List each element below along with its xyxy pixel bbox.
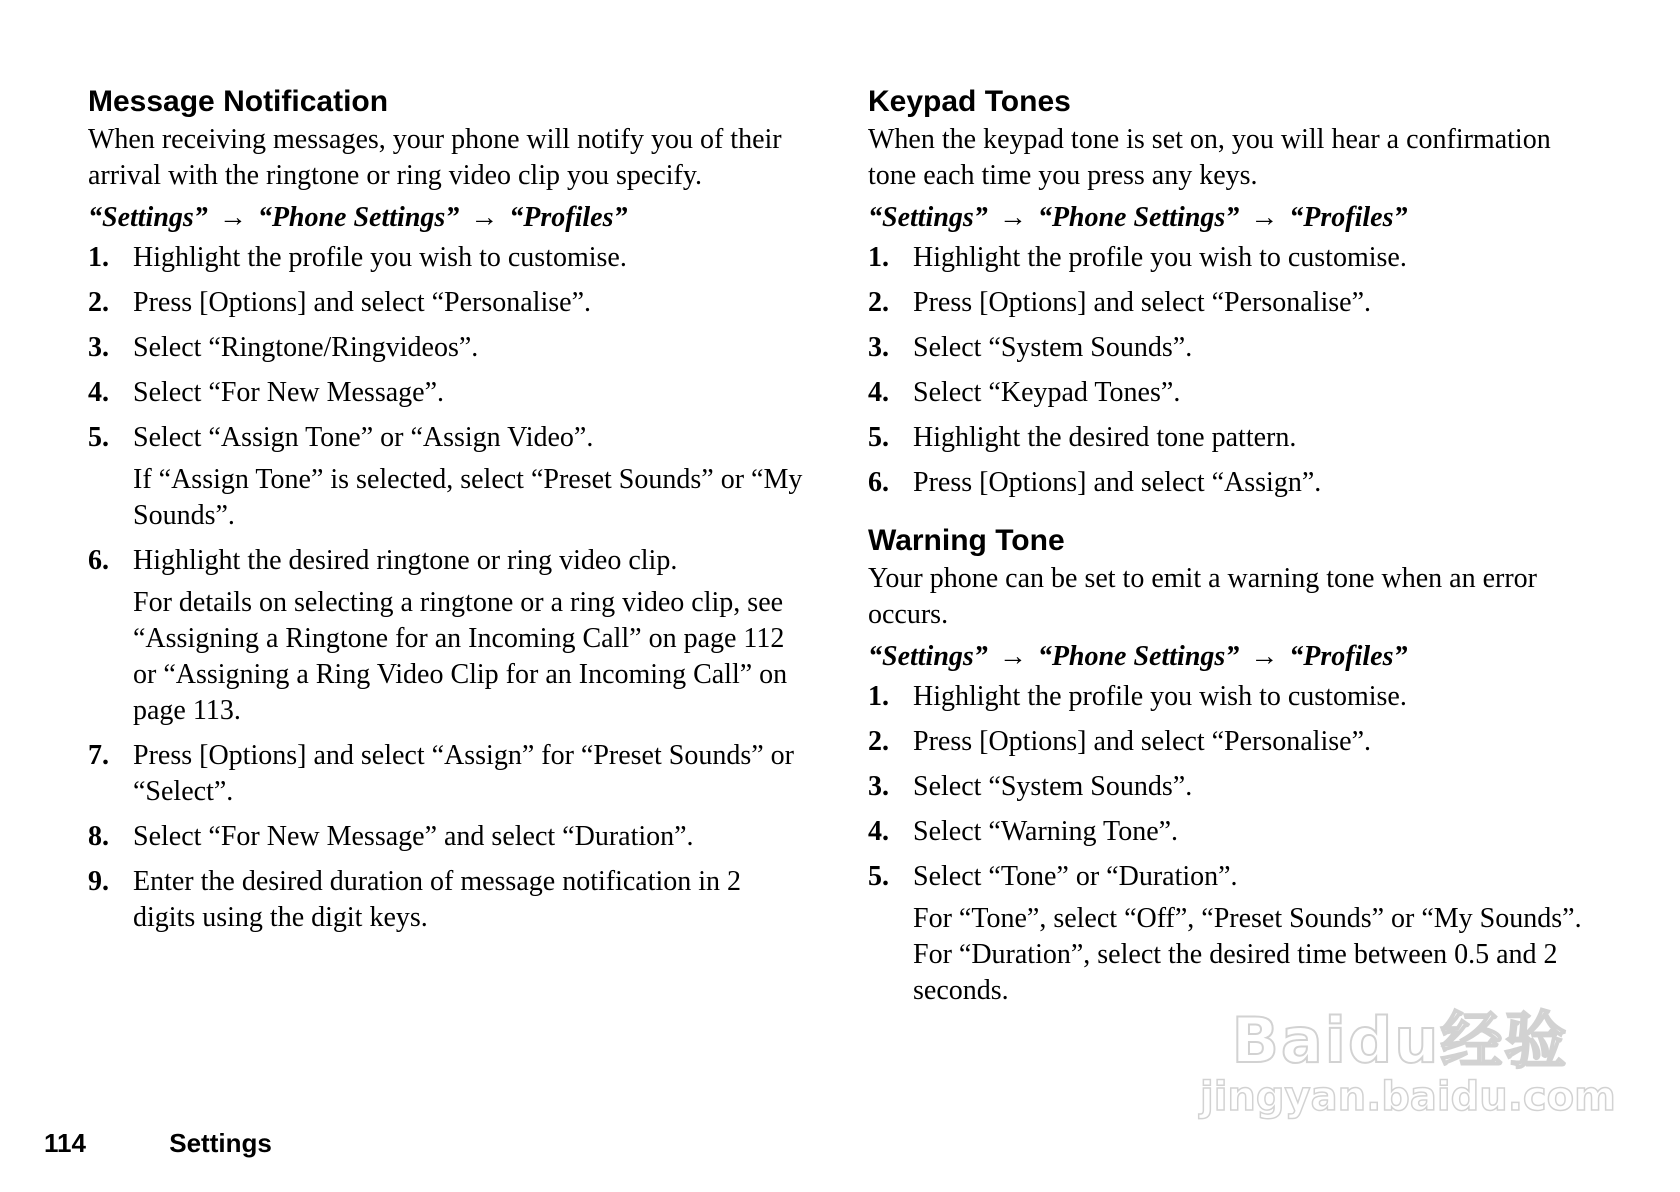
page-footer (44, 1128, 272, 1158)
menu-path (868, 639, 1588, 675)
arrow-right-icon: → (1250, 202, 1279, 233)
step-text: Select “Ringtone/Ringvideos”. (133, 332, 479, 363)
page-number: 114 (44, 1128, 86, 1158)
section-intro: Your phone can be set to emit a warning tone when an error occurs. (868, 563, 1537, 630)
step-text: Select “For New Message”. (133, 377, 445, 408)
footer-section-title: Settings (169, 1128, 272, 1158)
step-list (868, 679, 1588, 1009)
step-text: Select “System Sounds”. (913, 771, 1193, 802)
step-number: 4. (88, 377, 109, 408)
step-number: 1. (868, 242, 889, 273)
step-text: Press [Options] and select “Assign”. (913, 467, 1322, 498)
list-item (868, 420, 1588, 456)
step-text: Select “Warning Tone”. (913, 816, 1179, 847)
list-item (868, 285, 1588, 321)
list-item (868, 724, 1588, 760)
step-number: 6. (868, 467, 889, 498)
path-item: “Profiles” (1289, 202, 1408, 233)
list-item (868, 375, 1588, 411)
step-text: Press [Options] and select “Personalise”. (913, 287, 1371, 318)
section-title-message-notification: Message Notification (88, 85, 389, 118)
step-number: 4. (868, 377, 889, 408)
path-item: “Phone Settings” (1037, 641, 1240, 672)
step-text: Highlight the profile you wish to customise. (133, 242, 627, 273)
step-text: Select “Tone” or “Duration”. (913, 861, 1238, 892)
path-item: “Settings” (868, 641, 988, 672)
list-item (88, 420, 808, 534)
path-item: “Phone Settings” (1037, 202, 1240, 233)
step-number: 2. (868, 287, 889, 318)
list-item (88, 285, 808, 321)
step-text: Highlight the desired ringtone or ring video clip. (133, 545, 678, 576)
step-note: For “Duration”, select the desired time between 0.5 and 2 seconds. (913, 939, 1558, 1006)
step-number: 5. (88, 422, 109, 453)
arrow-right-icon: → (218, 202, 247, 233)
path-item: “Profiles” (509, 202, 628, 233)
step-number: 9. (88, 866, 109, 897)
step-number: 7. (88, 740, 109, 771)
path-item: “Phone Settings” (257, 202, 460, 233)
watermark-logo: Baidu经验 (1231, 1004, 1569, 1077)
path-item: “Settings” (88, 202, 208, 233)
path-item: “Settings” (868, 202, 988, 233)
step-number: 3. (868, 771, 889, 802)
step-number: 4. (868, 816, 889, 847)
right-column (868, 84, 1588, 1018)
step-number: 2. (868, 726, 889, 757)
list-item (868, 330, 1588, 366)
menu-path (868, 200, 1588, 236)
step-text: Press [Options] and select “Assign” for “Preset Sounds” or “Select”. (133, 740, 794, 807)
list-item (88, 330, 808, 366)
list-item (88, 240, 808, 276)
arrow-right-icon: → (998, 202, 1027, 233)
step-number: 5. (868, 861, 889, 892)
list-item (868, 814, 1588, 850)
list-item (868, 240, 1588, 276)
step-number: 3. (868, 332, 889, 363)
step-text: Highlight the desired tone pattern. (913, 422, 1297, 453)
left-column (88, 84, 808, 945)
step-text: Select “For New Message” and select “Duration”. (133, 821, 694, 852)
step-number: 5. (868, 422, 889, 453)
section-intro: When receiving messages, your phone will notify you of their arrival with the ringtone or ring video clip you specify. (88, 124, 782, 191)
step-note: For “Tone”, select “Off”, “Preset Sounds” or “My Sounds”. (913, 903, 1582, 934)
step-text: Select “Assign Tone” or “Assign Video”. (133, 422, 594, 453)
arrow-right-icon: → (470, 202, 499, 233)
step-number: 3. (88, 332, 109, 363)
step-text: Highlight the profile you wish to customise. (913, 242, 1407, 273)
step-note: If “Assign Tone” is selected, select “Preset Sounds” or “My Sounds”. (133, 464, 803, 531)
list-item (88, 819, 808, 855)
step-number: 6. (88, 545, 109, 576)
step-list (88, 240, 808, 936)
section-title-warning-tone: Warning Tone (868, 524, 1065, 557)
list-item (868, 769, 1588, 805)
list-item (88, 738, 808, 810)
arrow-right-icon: → (998, 641, 1027, 672)
step-number: 1. (868, 681, 889, 712)
list-item (88, 543, 808, 729)
step-note: For details on selecting a ringtone or a ring video clip, see “Assigning a Ringtone for an Incoming Call” on page 112 or “Assigning a Ring Video Clip for an Incoming Call” on page 113. (133, 587, 788, 726)
step-text: Press [Options] and select “Personalise”. (913, 726, 1371, 757)
watermark-url: jingyan.baidu.com (1200, 1074, 1616, 1120)
step-text: Press [Options] and select “Personalise”. (133, 287, 591, 318)
list-item (868, 465, 1588, 501)
step-list (868, 240, 1588, 501)
step-number: 1. (88, 242, 109, 273)
step-text: Select “System Sounds”. (913, 332, 1193, 363)
list-item (88, 864, 808, 936)
baidu-watermark (1200, 1004, 1616, 1120)
path-item: “Profiles” (1289, 641, 1408, 672)
section-intro: When the keypad tone is set on, you will hear a confirmation tone each time you press any keys. (868, 124, 1551, 191)
step-text: Enter the desired duration of message notification in 2 digits using the digit keys. (133, 866, 742, 933)
list-item (868, 859, 1588, 1009)
list-item (868, 679, 1588, 715)
step-text: Select “Keypad Tones”. (913, 377, 1181, 408)
menu-path (88, 200, 808, 236)
step-text: Highlight the profile you wish to customise. (913, 681, 1407, 712)
arrow-right-icon: → (1250, 641, 1279, 672)
step-number: 2. (88, 287, 109, 318)
step-number: 8. (88, 821, 109, 852)
list-item (88, 375, 808, 411)
section-title-keypad-tones: Keypad Tones (868, 85, 1071, 118)
